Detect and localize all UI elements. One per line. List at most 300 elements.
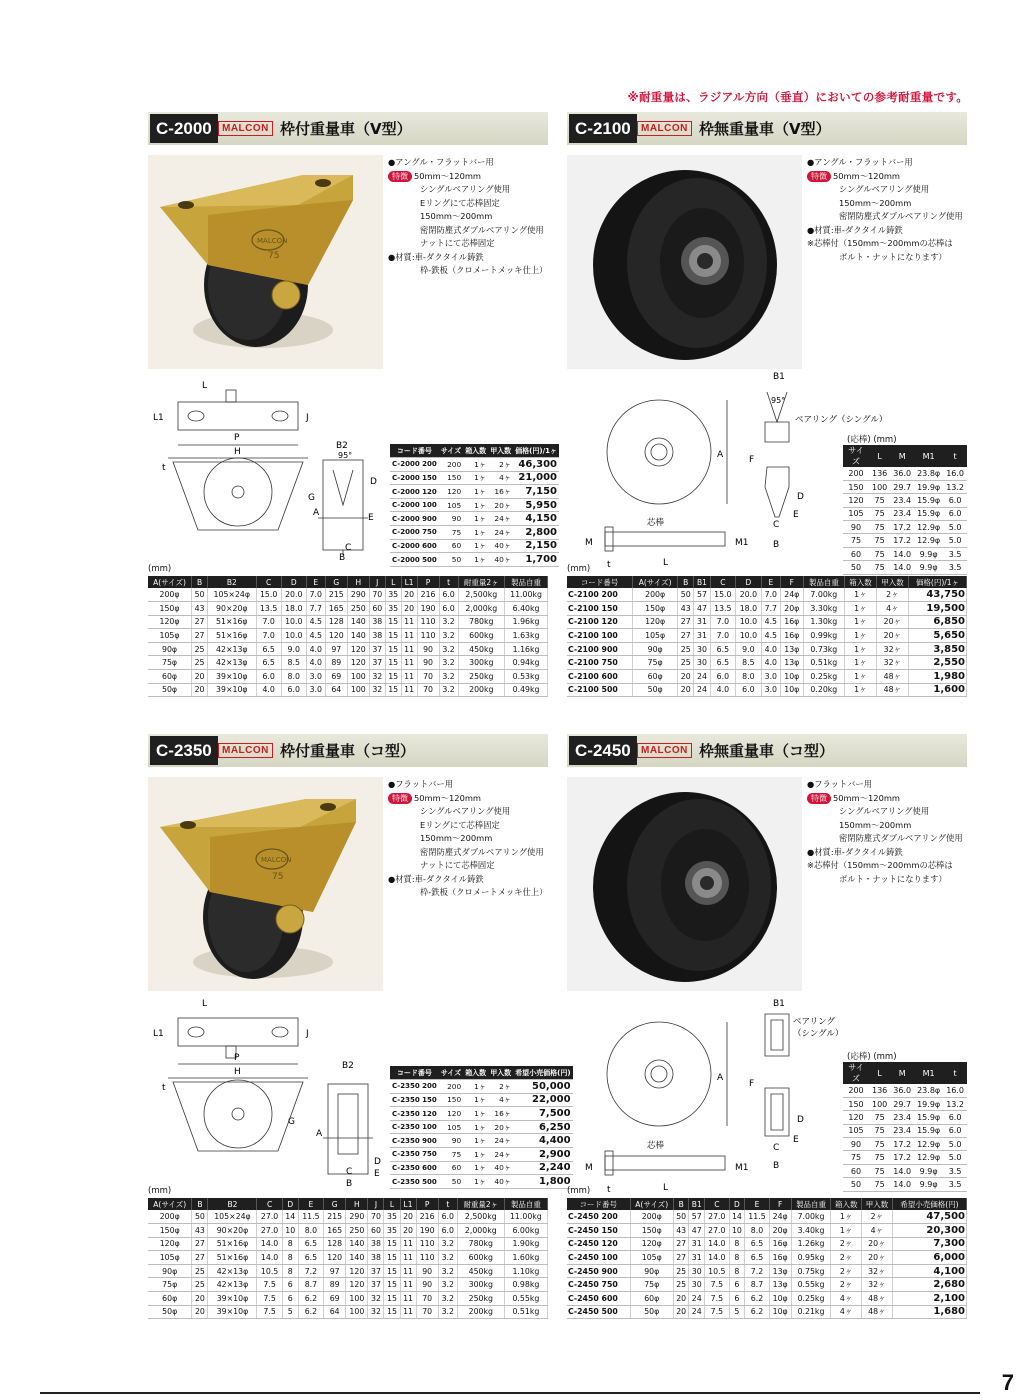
table-cell: 17.2 <box>890 1138 914 1151</box>
table-cell: 10 <box>729 1224 745 1238</box>
table-cell: 200φ <box>633 588 678 602</box>
table-cell: 27 <box>673 1237 689 1251</box>
table-cell: 2,800 <box>513 526 559 540</box>
table-cell: 1ヶ <box>463 1120 488 1134</box>
table-cell: 31 <box>694 615 710 629</box>
table-cell: 6.5 <box>256 642 281 656</box>
table-cell: 20ヶ <box>877 629 909 643</box>
table-cell: 7,300 <box>892 1237 966 1251</box>
table-row <box>390 485 559 499</box>
table-cell: 70 <box>416 1292 438 1306</box>
table-cell: 14 <box>282 1210 298 1224</box>
column-header: P <box>416 1198 438 1210</box>
table-cell: 19,500 <box>909 602 967 616</box>
table-cell: 120φ <box>148 1237 192 1251</box>
table-cell: 7.2 <box>298 1264 323 1278</box>
table-row <box>567 642 967 656</box>
table-cell: 120 <box>347 656 369 670</box>
table-cell: 37 <box>368 1264 384 1278</box>
table-cell: 16φ <box>780 615 803 629</box>
table-cell: 120 <box>347 642 369 656</box>
table-cell: 140 <box>347 629 369 643</box>
table-cell: 0.51kg <box>803 656 844 670</box>
feature-list <box>807 778 977 886</box>
table-cell: 35 <box>385 602 401 616</box>
table-row <box>843 494 967 507</box>
table-cell: 11 <box>400 1264 416 1278</box>
table-cell: 50φ <box>148 1305 192 1319</box>
table-cell: 7.0 <box>256 629 281 643</box>
table-cell: 3.2 <box>439 629 458 643</box>
label-B2: B2 <box>342 1061 354 1071</box>
table-cell: 75 <box>869 534 890 547</box>
table-cell: 5,650 <box>909 629 967 643</box>
table-cell: 23.4 <box>890 1111 914 1124</box>
table-cell: 2,240 <box>513 1161 572 1175</box>
svg-text:75: 75 <box>268 251 280 261</box>
table-cell: 6 <box>729 1292 745 1306</box>
table-cell: 1.10kg <box>504 1264 547 1278</box>
table-cell: 6.2 <box>745 1292 770 1306</box>
label-L: L <box>663 1183 669 1193</box>
table-cell: 6 <box>729 1278 745 1292</box>
table-row <box>567 670 967 684</box>
table-cell: 75 <box>869 561 890 574</box>
feature-line: ナットにて芯棒固定 <box>420 238 495 248</box>
table-cell: C-2100 150 <box>567 602 633 616</box>
table-cell: 7.00kg <box>803 588 844 602</box>
table-cell: C-2450 750 <box>567 1278 630 1292</box>
table-cell: 10.5 <box>705 1264 730 1278</box>
table-cell: 6.0 <box>710 670 736 684</box>
section-c2450 <box>567 734 967 1324</box>
table-cell: 0.73kg <box>803 642 844 656</box>
table-row <box>843 1178 967 1191</box>
table-cell: 4.0 <box>710 683 736 697</box>
table-cell: 27 <box>673 1251 689 1265</box>
table-cell: 70 <box>417 683 439 697</box>
label-J: J <box>306 1029 309 1039</box>
label-C: C <box>345 543 352 553</box>
table-cell: 7.5 <box>705 1292 730 1306</box>
table-cell: 3.2 <box>439 642 458 656</box>
table-cell: 1.63kg <box>505 629 548 643</box>
column-header: t <box>943 445 967 467</box>
table-cell: 0.21kg <box>791 1305 831 1319</box>
table-cell: 11 <box>401 642 417 656</box>
table-row <box>567 629 967 643</box>
table-cell: 200 <box>439 1080 463 1094</box>
table-cell: 1ヶ <box>845 629 877 643</box>
spec-table <box>148 576 548 697</box>
table-row <box>843 1138 967 1151</box>
table-cell: 60 <box>843 1164 869 1177</box>
table-cell: 0.51kg <box>504 1305 547 1319</box>
table-cell: 1,700 <box>513 553 559 567</box>
table-cell: 13.5 <box>710 602 736 616</box>
table-cell: 3.2 <box>439 615 458 629</box>
feature-line: 50mm～120mm <box>833 170 901 181</box>
feature-line: 150mm～200mm <box>839 819 912 830</box>
table-cell: 200kg <box>458 683 505 697</box>
column-header: 製品自重 <box>791 1198 831 1210</box>
table-cell: 150 <box>439 1093 463 1107</box>
table-cell: 75 <box>439 1148 463 1162</box>
table-cell: 89 <box>325 656 347 670</box>
table-cell: 250kg <box>457 1292 504 1306</box>
table-cell: 32 <box>369 683 385 697</box>
label-C: C <box>773 1143 780 1153</box>
table-cell: 136 <box>869 1084 890 1097</box>
table-cell: 90×20φ <box>208 1224 257 1238</box>
column-header: M1 <box>914 445 943 467</box>
table-cell: 43 <box>192 602 208 616</box>
column-header: J <box>368 1198 384 1210</box>
table-cell: 11 <box>400 1278 416 1292</box>
label-B1: B1 <box>773 372 785 382</box>
label-C: C <box>346 1167 353 1177</box>
column-header: 価格(円)/1ヶ <box>909 576 967 588</box>
label-t: t <box>607 560 611 570</box>
table-cell: 20 <box>400 1210 416 1224</box>
table-cell: 18.0 <box>736 602 762 616</box>
table-cell: 6.5 <box>745 1237 770 1251</box>
table-cell: 31 <box>689 1251 705 1265</box>
table-cell: 15 <box>385 629 401 643</box>
table-cell: 8 <box>282 1251 298 1265</box>
load-note: ※耐重量は、ラジアル方向（垂直）においての参考耐重量です。 <box>627 90 968 104</box>
table-cell: 5.0 <box>943 1151 967 1164</box>
table-cell: 15 <box>384 1264 400 1278</box>
table-cell: 4ヶ <box>488 1093 513 1107</box>
table-cell: 0.99kg <box>803 629 844 643</box>
feature-line: ●材質:車-ダクタイル鋳鉄 <box>807 224 903 235</box>
table-cell: 90 <box>417 656 439 670</box>
table-cell: 24ヶ <box>488 526 513 540</box>
table-cell: 3.5 <box>943 547 967 560</box>
unit-label: (mm) <box>567 1186 591 1196</box>
table-cell: 5 <box>282 1305 298 1319</box>
table-cell: 16φ <box>769 1251 791 1265</box>
table-cell: 11 <box>400 1251 416 1265</box>
feature-line: 150mm～200mm <box>839 197 912 208</box>
table-cell: 12.9φ <box>914 534 943 547</box>
table-cell: 15 <box>385 683 401 697</box>
table-cell: C-2100 900 <box>567 642 633 656</box>
table-cell: 6.0 <box>438 1210 457 1224</box>
table-cell: 50φ <box>148 683 192 697</box>
column-header: A(サイズ) <box>633 576 678 588</box>
table-cell: 1ヶ <box>463 1148 488 1162</box>
table-cell: 4ヶ <box>862 1224 893 1238</box>
table-cell: C-2000 120 <box>390 485 439 499</box>
column-header: L <box>385 576 401 588</box>
dimension-drawing <box>567 996 844 1210</box>
table-cell: 20 <box>192 683 208 697</box>
table-cell: 4.0 <box>306 656 325 670</box>
feature-line: ●フラットバー用 <box>388 779 453 789</box>
table-row <box>148 602 548 616</box>
table-cell: 1.16kg <box>505 642 548 656</box>
table-cell: 50 <box>678 588 694 602</box>
table-cell: 7.0 <box>761 588 780 602</box>
table-cell: 6,850 <box>909 615 967 629</box>
table-cell: 4.0 <box>256 683 281 697</box>
table-cell: 35 <box>384 1210 400 1224</box>
table-row <box>390 1134 573 1148</box>
table-cell: 23.4 <box>890 494 914 507</box>
table-cell: 11 <box>401 629 417 643</box>
column-header: B <box>192 1198 208 1210</box>
table-cell: 75 <box>843 534 869 547</box>
table-cell: 11 <box>401 656 417 670</box>
table-cell: 3,850 <box>909 642 967 656</box>
table-cell: 25 <box>673 1264 689 1278</box>
column-header: M <box>890 1062 914 1084</box>
table-cell: 1,680 <box>892 1305 966 1319</box>
table-cell: 9.0 <box>281 642 306 656</box>
table-cell: 90 <box>416 1278 438 1292</box>
table-row <box>390 1161 573 1175</box>
table-cell: 25 <box>673 1278 689 1292</box>
table-cell: C-2350 200 <box>390 1080 439 1094</box>
table-row <box>148 1210 548 1224</box>
table-cell: 75 <box>869 494 890 507</box>
table-cell: 6.0 <box>256 670 281 684</box>
label-t: t <box>162 463 166 473</box>
table-cell: 6.0 <box>281 683 306 697</box>
table-cell: 600kg <box>458 629 505 643</box>
table-cell: 0.25kg <box>803 670 844 684</box>
col-price: 価格(円)/1ヶ <box>513 444 559 458</box>
table-cell: 216 <box>416 1210 438 1224</box>
table-cell: 3.2 <box>438 1305 457 1319</box>
table-cell: 51×16φ <box>207 615 256 629</box>
table-cell: 42×13φ <box>207 642 256 656</box>
table-cell: C-2450 150 <box>567 1224 630 1238</box>
table-cell: 12.9φ <box>914 1138 943 1151</box>
table-cell: 20 <box>678 670 694 684</box>
table-cell: 35 <box>385 588 401 602</box>
table-cell: 27.0 <box>705 1224 730 1238</box>
table-cell: C-2350 120 <box>390 1107 439 1121</box>
column-header: 耐重量2ヶ <box>458 576 505 588</box>
table-cell: 23.8φ <box>914 467 943 480</box>
table-cell: 9.9φ <box>914 1178 943 1191</box>
table-cell: 8.0 <box>281 670 306 684</box>
table-cell: 43 <box>678 602 694 616</box>
table-cell: 16φ <box>769 1237 791 1251</box>
table-row <box>390 1107 573 1121</box>
table-cell: 27 <box>192 615 208 629</box>
column-header: H <box>347 576 369 588</box>
table-cell: 120 <box>843 494 869 507</box>
table-cell: 0.94kg <box>505 656 548 670</box>
table-cell: 0.75kg <box>791 1264 831 1278</box>
table-cell: 37 <box>368 1278 384 1292</box>
column-header: B <box>678 576 694 588</box>
table-cell: 90 <box>843 1138 869 1151</box>
malcon-logo: MALCON <box>218 121 273 136</box>
table-cell: 27 <box>192 1251 208 1265</box>
table-cell: 60 <box>843 547 869 560</box>
table-cell: 14.0 <box>890 1178 914 1191</box>
table-cell: 200 <box>843 1084 869 1097</box>
table-cell: 8.0 <box>298 1224 323 1238</box>
table-cell: 20φ <box>780 602 803 616</box>
table-row <box>843 1111 967 1124</box>
table-cell: 9.9φ <box>914 547 943 560</box>
product-title: 枠無重量車（コ型） <box>699 742 835 760</box>
table-cell: 75 <box>869 1111 890 1124</box>
table-cell: 39×10φ <box>207 670 256 684</box>
column-header: t <box>438 1198 457 1210</box>
table-row <box>148 670 548 684</box>
table-cell: 2ヶ <box>831 1251 862 1265</box>
table-cell: 4,400 <box>513 1134 572 1148</box>
table-cell: 140 <box>346 1237 368 1251</box>
table-row <box>843 480 967 493</box>
table-cell: 6.40kg <box>505 602 548 616</box>
label-E: E <box>374 1169 380 1179</box>
table-cell: 90 <box>416 1264 438 1278</box>
feature-line: ●アングル・フラットバー用 <box>807 157 913 167</box>
table-row <box>390 526 559 540</box>
table-cell: 6.0 <box>943 1111 967 1124</box>
table-cell: 25 <box>678 642 694 656</box>
feature-line: ●材質:車-ダクタイル鋳鉄 <box>807 846 903 857</box>
table-cell: 3.40kg <box>791 1224 831 1238</box>
table-cell: 25 <box>192 1264 208 1278</box>
table-cell: 300kg <box>457 1278 504 1292</box>
spec-table <box>567 576 967 697</box>
table-cell: 150 <box>843 1097 869 1110</box>
feature-line: 50mm～120mm <box>414 792 482 803</box>
table-cell: 10φ <box>769 1292 791 1306</box>
table-cell: 23.4 <box>890 507 914 520</box>
feature-list <box>388 156 558 278</box>
label-J: J <box>306 413 309 423</box>
table-cell: 20 <box>192 1292 208 1306</box>
table-cell: 120φ <box>630 1237 673 1251</box>
table-cell: 3.2 <box>438 1264 457 1278</box>
table-cell: 90φ <box>148 1264 192 1278</box>
table-cell: 20 <box>673 1292 689 1306</box>
table-cell: 31 <box>694 629 710 643</box>
table-cell: 1ヶ <box>463 512 488 526</box>
table-cell: 150φ <box>633 602 678 616</box>
table-cell: 1ヶ <box>831 1224 862 1238</box>
column-header: E <box>306 576 325 588</box>
table-cell: 13φ <box>780 642 803 656</box>
table-cell: 43,750 <box>909 588 967 602</box>
table-cell: 4ヶ <box>831 1292 862 1306</box>
table-cell: 24φ <box>780 588 803 602</box>
feature-line: 枠-鉄板（クロメートメッキ仕上） <box>420 887 548 897</box>
table-cell: 32 <box>368 1305 384 1319</box>
table-cell: 150φ <box>630 1224 673 1238</box>
feature-line: シングルベアリング使用 <box>839 806 930 816</box>
column-header: L <box>869 1062 890 1084</box>
table-cell: 100 <box>869 480 890 493</box>
table-cell: 105φ <box>148 1251 192 1265</box>
table-row <box>390 539 559 553</box>
table-cell: 150 <box>439 471 463 485</box>
table-cell: 3.2 <box>439 670 458 684</box>
table-cell: 13φ <box>769 1264 791 1278</box>
table-cell: C-2450 200 <box>567 1210 630 1224</box>
table-cell: 136 <box>869 467 890 480</box>
label-D: D <box>797 1115 804 1125</box>
table-cell: 75 <box>869 1151 890 1164</box>
table-cell: 6 <box>282 1278 298 1292</box>
table-cell: 250 <box>347 602 369 616</box>
table-cell: 2ヶ <box>488 458 513 472</box>
table-row <box>567 656 967 670</box>
table-cell: 20 <box>192 1305 208 1319</box>
table-cell: 105φ <box>148 629 192 643</box>
table-cell: 14.0 <box>890 561 914 574</box>
table-cell: 24 <box>689 1292 705 1306</box>
table-cell: 47 <box>694 602 710 616</box>
table-cell: 3.2 <box>438 1278 457 1292</box>
table-cell: 8 <box>729 1264 745 1278</box>
table-cell: C-2000 750 <box>390 526 439 540</box>
table-cell: 19.9φ <box>914 1097 943 1110</box>
table-cell: 2ヶ <box>831 1264 862 1278</box>
table-cell: 7.5 <box>257 1278 282 1292</box>
product-photo <box>567 155 802 369</box>
section-c2000 <box>148 112 558 702</box>
table-row <box>567 1224 967 1238</box>
table-cell: 1ヶ <box>845 588 877 602</box>
table-cell: 25 <box>192 656 208 670</box>
feature-line: 枠-鉄板（クロメートメッキ仕上） <box>420 265 548 275</box>
label-P: P <box>234 433 240 443</box>
table-cell: 40ヶ <box>488 1175 513 1189</box>
table-row <box>567 683 967 697</box>
table-cell: 3.2 <box>439 656 458 670</box>
table-cell: 2ヶ <box>831 1278 862 1292</box>
table-row <box>390 512 559 526</box>
table-row <box>843 1124 967 1137</box>
label-D: D <box>370 477 377 487</box>
feature-badge: 特徴 <box>388 793 412 804</box>
table-cell: 97 <box>324 1264 346 1278</box>
label-E: E <box>793 510 799 520</box>
table-row <box>843 1097 967 1110</box>
table-cell: 4,150 <box>513 512 559 526</box>
table-cell: 1ヶ <box>463 1093 488 1107</box>
table-row <box>567 1292 967 1306</box>
table-cell: 20,300 <box>892 1224 966 1238</box>
feature-line: 密閉防塵式ダブルベアリング使用 <box>839 833 963 843</box>
table-row <box>843 561 967 574</box>
table-cell: 8 <box>729 1251 745 1265</box>
table-cell: 1ヶ <box>463 1080 488 1094</box>
table-cell: 150φ <box>148 602 192 616</box>
table-row <box>567 588 967 602</box>
table-cell: 4.0 <box>761 656 780 670</box>
table-cell: 1ヶ <box>463 458 488 472</box>
label-H: H <box>234 447 241 457</box>
table-cell: 47,500 <box>892 1210 966 1224</box>
column-header: P <box>417 576 439 588</box>
table-cell: 11 <box>400 1237 416 1251</box>
table-cell: 450kg <box>457 1264 504 1278</box>
svg-text:75: 75 <box>272 872 284 882</box>
table-cell: 70 <box>369 588 385 602</box>
